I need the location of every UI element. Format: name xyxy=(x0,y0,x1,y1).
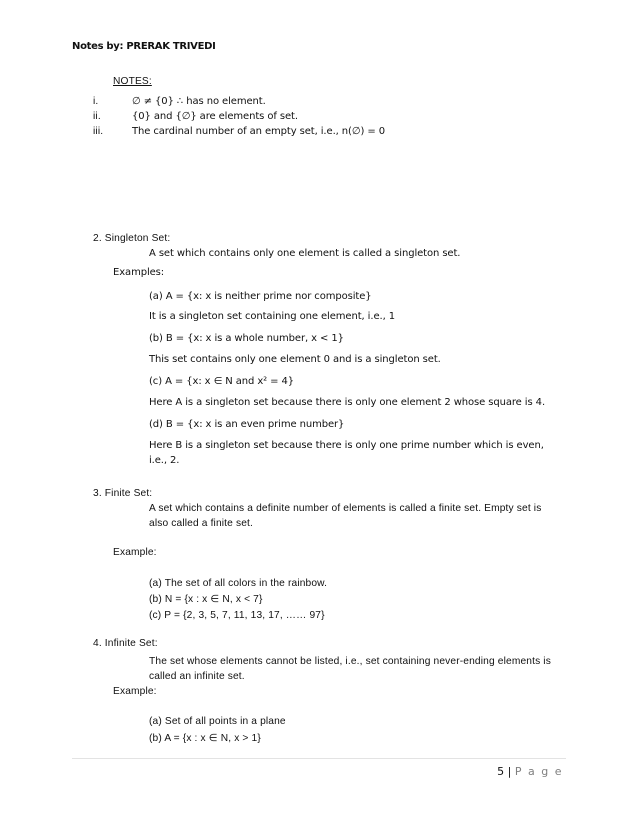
singleton-line-7: (d) B = {x: x is an even prime number} xyxy=(149,419,345,430)
singleton-line-1: (a) A = {x: x is neither prime nor composite} xyxy=(149,291,372,302)
infinite-item-2: (b) A = {x : x ∈ N, x > 1} xyxy=(149,733,261,744)
notes-marker-1: i. xyxy=(93,96,99,107)
notes-marker-2: ii. xyxy=(93,111,101,122)
singleton-line-3: (b) B = {x: x is a whole number, x < 1} xyxy=(149,333,344,344)
finite-item-2: (b) N = {x : x ∈ N, x < 7} xyxy=(149,594,263,605)
finite-heading: 3. Finite Set: xyxy=(93,488,153,499)
finite-example-label: Example: xyxy=(113,547,157,558)
singleton-heading: 2. Singleton Set: xyxy=(93,233,171,244)
singleton-examples-label: Examples: xyxy=(113,267,165,278)
infinite-definition-line-1: The set whose elements cannot be listed, i.e., set containing never-ending elements is xyxy=(149,656,551,667)
finite-definition-line-2: also called a finite set. xyxy=(149,518,253,529)
notes-marker-3: iii. xyxy=(93,126,104,137)
singleton-line-8: Here B is a singleton set because there is only one prime number which is even, xyxy=(149,440,544,451)
singleton-line-6: Here A is a singleton set because there is only one element 2 whose square is 4. xyxy=(149,397,546,408)
page-label: P a g e xyxy=(514,765,563,778)
singleton-line-9: i.e., 2. xyxy=(149,455,180,466)
finite-item-1: (a) The set of all colors in the rainbow. xyxy=(149,578,328,589)
finite-definition-line-1: A set which contains a definite number of elements is called a finite set. Empty set is xyxy=(149,503,542,514)
finite-item-3: (c) P = {2, 3, 5, 7, 11, 13, 17, …… 97} xyxy=(149,610,325,621)
singleton-line-5: (c) A = {x: x ∈ N and x² = 4} xyxy=(149,376,295,387)
notes-item-1: ∅ ≠ {0} ∴ has no element. xyxy=(132,96,266,107)
infinite-item-1: (a) Set of all points in a plane xyxy=(149,716,286,727)
footer-separator: | xyxy=(507,765,512,778)
footer-divider xyxy=(72,758,566,759)
notes-title: NOTES: xyxy=(113,76,152,87)
page-footer xyxy=(497,765,563,778)
singleton-definition: A set which contains only one element is called a singleton set. xyxy=(149,248,461,259)
page-number: 5 xyxy=(497,765,505,778)
page-header: Notes by: PRERAK TRIVEDI xyxy=(72,41,216,52)
singleton-line-2: It is a singleton set containing one element, i.e., 1 xyxy=(149,311,395,322)
infinite-heading: 4. Infinite Set: xyxy=(93,638,158,649)
notes-item-2: {0} and {∅} are elements of set. xyxy=(132,111,298,122)
singleton-line-4: This set contains only one element 0 and is a singleton set. xyxy=(149,354,441,365)
infinite-definition-line-2: called an infinite set. xyxy=(149,671,245,682)
notes-item-3: The cardinal number of an empty set, i.e., n(∅) = 0 xyxy=(132,126,385,137)
infinite-example-label: Example: xyxy=(113,686,157,697)
